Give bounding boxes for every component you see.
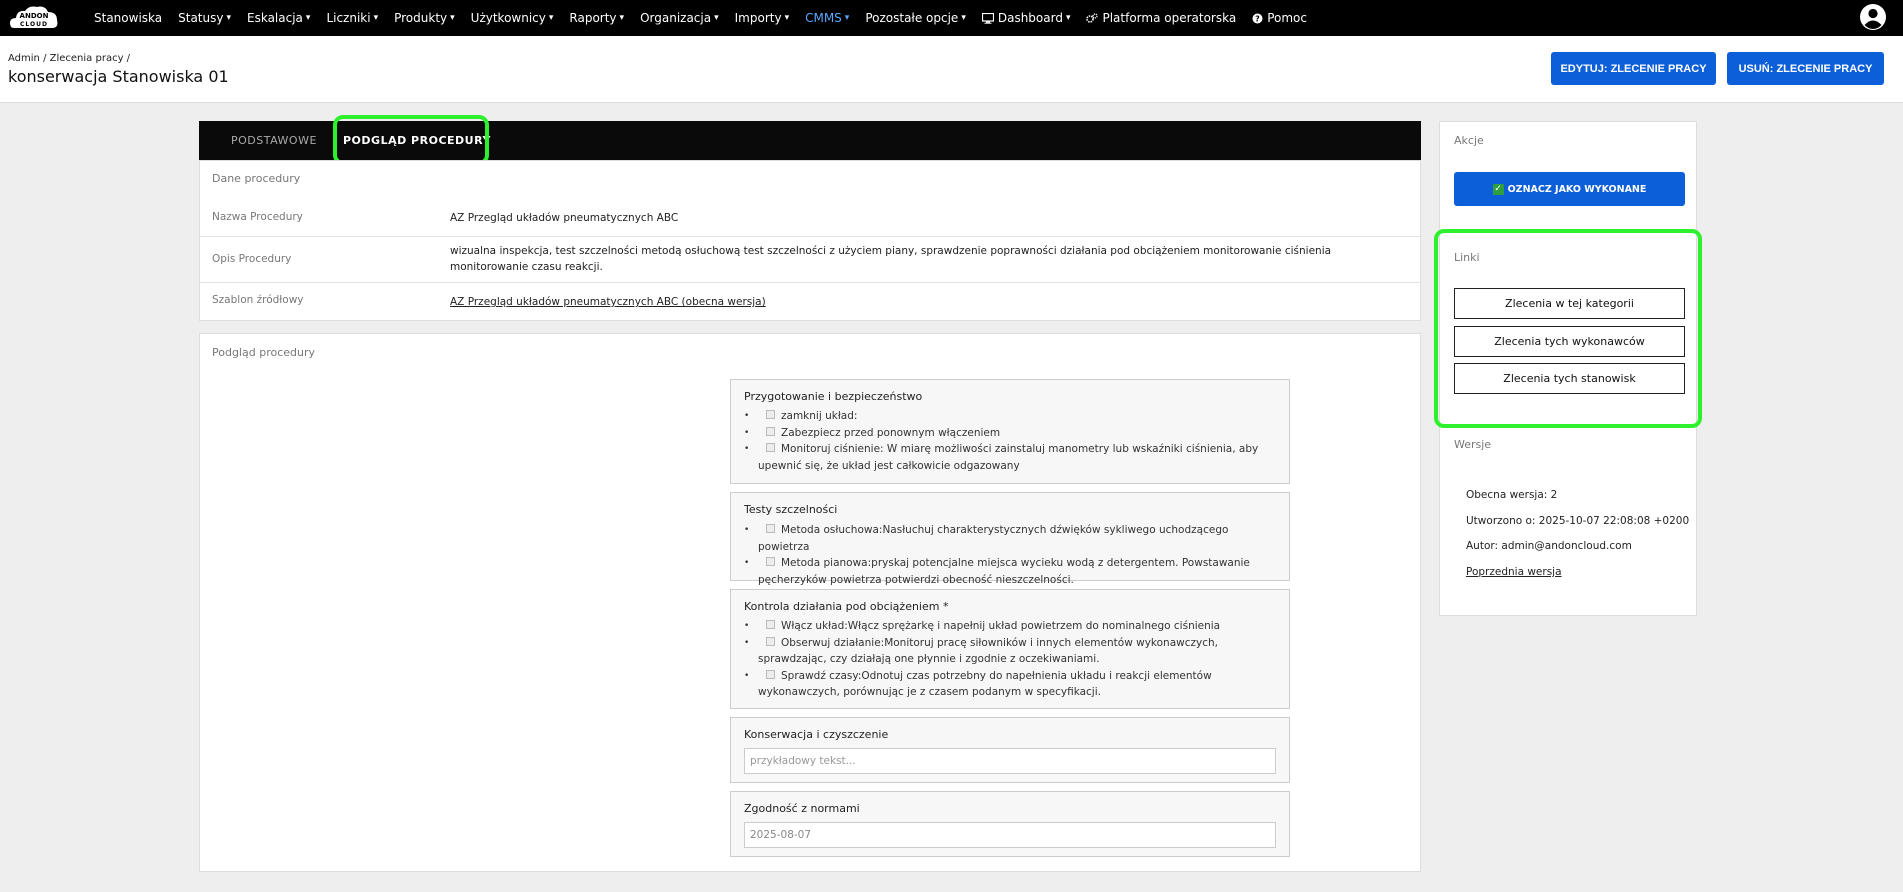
chevron-down-icon: ▾	[784, 13, 790, 23]
nav-item-platforma-operatorska[interactable]	[1086, 11, 1236, 25]
breadcrumb-separator: /	[126, 53, 131, 64]
nav-item-raporty[interactable]	[569, 11, 624, 25]
checkbox[interactable]	[766, 557, 775, 566]
nav-item-pozostałe-opcje[interactable]	[865, 11, 966, 25]
nav-item-eskalacja[interactable]	[247, 11, 310, 25]
nav-item-produkty[interactable]	[394, 11, 455, 25]
user-avatar-icon[interactable]	[1859, 3, 1887, 31]
checklist	[744, 522, 1279, 588]
section-title: Podgląd procedury	[212, 346, 316, 359]
checkbox[interactable]	[766, 410, 775, 419]
list-item	[744, 408, 1279, 425]
block-title: Przygotowanie i bezpieczeństwo	[744, 390, 923, 403]
nav-item-label: Produkty	[394, 11, 448, 25]
monitor-icon	[982, 13, 994, 24]
nav-item-label: Liczniki	[326, 11, 371, 25]
chevron-down-icon: ▾	[373, 13, 379, 23]
chevron-down-icon: ▾	[714, 13, 719, 23]
detail-row	[200, 198, 1420, 236]
nav-item-organizacja[interactable]	[640, 11, 719, 25]
top-navbar	[0, 0, 1903, 36]
checklist	[744, 408, 1279, 474]
procedure-description: wizualna inspekcja, test szczelności metodą osłuchową test szczelności z użyciem piany, sprawdzenie poprawności działania pod obciążeniem monitorowanie ciśnienia monitorowanie czasu reakcji.	[450, 245, 1332, 273]
chevron-down-icon: ▾	[619, 13, 625, 23]
nav-item-label: Organizacja	[640, 11, 712, 25]
procedure-name: AZ Przegląd układów pneumatycznych ABC	[450, 212, 679, 224]
checkbox[interactable]	[766, 620, 775, 629]
tab-basic[interactable]: PODSTAWOWE	[231, 134, 317, 147]
mark-done-button[interactable]	[1454, 172, 1685, 206]
checklist	[744, 618, 1279, 701]
list-item	[744, 635, 1279, 668]
question-circle-icon	[1252, 13, 1263, 24]
nav-item-importy[interactable]	[735, 11, 789, 25]
current-version: Obecna wersja: 2	[1466, 489, 1558, 501]
nav-item-label: Eskalacja	[247, 11, 303, 25]
edit-work-order-button[interactable]: EDYTUJ: ZLECENIE PRACY	[1551, 52, 1716, 85]
check-icon: ✓	[1494, 184, 1502, 194]
row-label: Szablon źródłowy	[212, 294, 304, 306]
nav-item-label: Stanowiska	[94, 11, 163, 25]
author: Autor: admin@andoncloud.com	[1466, 540, 1632, 552]
created-at: Utworzono o: 2025-10-07 22:08:08 +0200	[1466, 515, 1690, 527]
nav-item-label: Pozostałe opcje	[865, 11, 959, 25]
maintenance-text-input[interactable]: przykładowy tekst...	[744, 748, 1276, 774]
nav-item-label: Pomoc	[1267, 11, 1307, 25]
block-title: Zgodność z normami	[744, 802, 860, 815]
checkbox[interactable]	[766, 443, 775, 452]
links-title: Linki	[1454, 251, 1480, 264]
mark-done-label: OZNACZ JAKO WYKONANE	[1507, 183, 1647, 195]
block-title: Konserwacja i czyszczenie	[744, 728, 889, 741]
procedure-data-card	[199, 160, 1421, 321]
nav-item-label: Importy	[734, 11, 782, 25]
orders-in-category-button[interactable]: Zlecenia w tej kategorii	[1454, 288, 1685, 319]
row-label: Nazwa Procedury	[212, 211, 303, 223]
logo-text-bottom: CLOUD	[20, 21, 48, 28]
block-title: Testy szczelności	[744, 503, 838, 516]
detail-row	[200, 282, 1420, 321]
item-text: Sprawdź czasy:Odnotuj czas potrzebny do napełnienia układu i reakcji elementów wykonawczych, porównując je z czasem podanym w specyfikacji.	[758, 669, 1212, 698]
breadcrumb-admin[interactable]: Admin	[8, 53, 40, 64]
chevron-down-icon: ▾	[844, 13, 850, 23]
page-header	[0, 36, 1903, 103]
delete-work-order-button[interactable]: USUŃ: ZLECENIE PRACY	[1727, 52, 1884, 85]
nav-item-pomoc[interactable]	[1252, 11, 1307, 25]
row-label: Opis Procedury	[212, 253, 292, 265]
breadcrumb-separator: /	[43, 53, 47, 64]
procedure-block	[730, 717, 1290, 783]
nav-item-label: Statusy	[178, 11, 224, 25]
detail-row	[200, 236, 1420, 281]
item-text: zamknij układ:	[781, 410, 858, 422]
nav-item-stanowiska[interactable]	[94, 11, 162, 25]
sidebar-panel	[1439, 121, 1697, 616]
list-item	[744, 668, 1279, 701]
breadcrumb-work-orders[interactable]: Zlecenia pracy	[49, 53, 124, 64]
list-item	[744, 441, 1279, 474]
item-text: Monitoruj ciśnienie: W miarę możliwości zainstaluj manometry lub wskaźniki ciśnienia, aby upewnić się, że układ jest całkowicie odgazowany	[758, 443, 1259, 472]
nav-item-label: Raporty	[569, 11, 617, 25]
block-title: Kontrola działania pod obciążeniem *	[744, 600, 949, 613]
andon-cloud-logo[interactable]	[8, 3, 60, 33]
breadcrumb	[8, 53, 130, 64]
procedure-block	[730, 791, 1290, 857]
actions-title: Akcje	[1454, 134, 1484, 147]
checkbox[interactable]	[766, 427, 775, 436]
previous-version-link[interactable]: Poprzednia wersja	[1466, 566, 1562, 578]
nav-item-dashboard[interactable]	[982, 11, 1071, 25]
section-title: Dane procedury	[212, 172, 301, 185]
versions-title: Wersje	[1454, 438, 1492, 451]
chevron-down-icon: ▾	[305, 13, 311, 23]
item-text: Obserwuj działanie:Monitoruj pracę siłowników i innych elementów wykonawczych, sprawdzając, czy działają one płynnie i zgodnie z oczekiwaniami.	[758, 636, 1218, 665]
procedure-preview-card	[199, 333, 1421, 872]
checkbox[interactable]	[766, 670, 775, 679]
nav-item-użytkownicy[interactable]	[471, 11, 554, 25]
nav-item-label: Dashboard	[997, 11, 1063, 25]
gears-icon	[1086, 13, 1098, 24]
nav-item-label: CMMS	[805, 11, 842, 25]
chevron-down-icon: ▾	[548, 13, 554, 23]
chevron-down-icon: ▾	[450, 13, 455, 23]
nav-item-liczniki[interactable]	[326, 11, 378, 25]
chevron-down-icon: ▾	[961, 13, 966, 23]
chevron-down-icon: ▾	[1065, 13, 1071, 23]
checkbox[interactable]	[766, 637, 775, 646]
list-item	[744, 522, 1279, 555]
item-text: Włącz układ:Włącz sprężarkę i napełnij układ powietrzem do nominalnego ciśnienia	[781, 620, 1221, 632]
item-text: Metoda pianowa:pryskaj potencjalne miejsca wycieku wodą z detergentem. Powstawanie pęcherzyków powietrza potwierdzi obecność nieszczelności.	[758, 557, 1250, 586]
item-text: Metoda osłuchowa:Nasłuchuj charakterystycznych dźwięków sykliwego uchodzącego powietrza	[758, 524, 1229, 553]
source-template-link[interactable]: AZ Przegląd układów pneumatycznych ABC (obecna wersja)	[450, 296, 766, 308]
list-item	[744, 618, 1279, 635]
main-menu	[94, 0, 1323, 36]
orders-of-assignees-button[interactable]: Zlecenia tych wykonawców	[1454, 326, 1685, 357]
list-item	[744, 425, 1279, 442]
compliance-date-input[interactable]: 2025-08-07	[744, 822, 1276, 848]
chevron-down-icon: ▾	[226, 13, 231, 23]
procedure-block	[730, 492, 1290, 586]
list-item	[744, 555, 1279, 588]
procedure-block	[730, 589, 1290, 709]
checkbox[interactable]	[766, 524, 775, 533]
nav-item-statusy[interactable]	[178, 11, 231, 25]
page-title: konserwacja Stanowiska 01	[8, 67, 229, 86]
tab-procedure-preview[interactable]: PODGLĄD PROCEDURY	[343, 134, 491, 147]
logo-text-top: ANDON	[19, 12, 49, 20]
tab-bar	[199, 121, 1421, 160]
nav-item-label: Platforma operatorska	[1102, 11, 1237, 25]
nav-item-cmms[interactable]	[805, 11, 849, 25]
nav-item-label: Użytkownicy	[470, 11, 546, 25]
procedure-block	[730, 379, 1290, 484]
orders-of-stations-button[interactable]: Zlecenia tych stanowisk	[1454, 363, 1685, 394]
svg-text:?: ?	[1255, 14, 1261, 23]
item-text: Zabezpiecz przed ponownym włączeniem	[781, 426, 1001, 439]
